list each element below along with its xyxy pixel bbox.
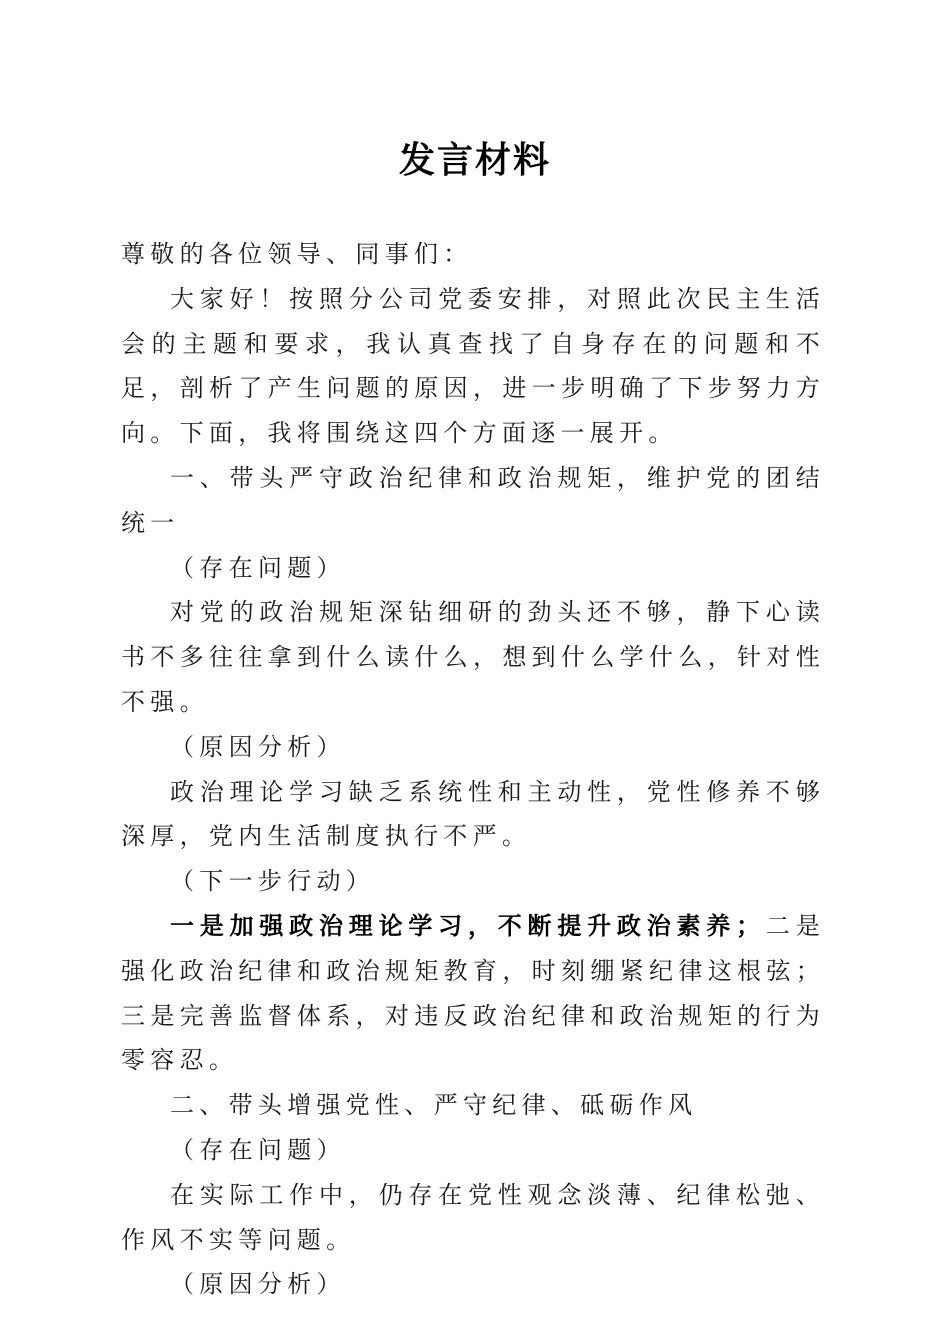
section-1-action-text: 二是强化政治纪律和政治规矩教育，时刻绷紧纪律这根弦；三是完善监督体系，对违反政治纪律和政治规矩的行为零容忍。 (121, 911, 825, 1075)
section-2-problem-text: 在实际工作中，仍存在党性观念淡薄、纪律松弛、作风不实等问题。 (121, 1180, 825, 1254)
section-1-heading: 一、带头严守政治纪律和政治规矩，维护党的团结统一 (121, 463, 825, 537)
intro-paragraph: 大家好！按照分公司党委安排，对照此次民主生活会的主题和要求，我认真查找了自身存在的问题和不足，剖析了产生问题的原因，进一步明确了下步努力方向。下面，我将围绕这四个方面逐一展开。 (121, 284, 825, 448)
section-1-problem-label: （存在问题） (170, 553, 346, 582)
document-body (121, 232, 825, 1307)
section-2-heading: 二、带头增强党性、严守纪律、砥砺作风 (170, 1091, 698, 1120)
section-1-cause-label: （原因分析） (170, 732, 346, 761)
section-1-action-emphasis: 一是加强政治理论学习，不断提升政治素养； (170, 910, 766, 940)
document-title: 发言材料 (398, 139, 551, 181)
section-1-action-paragraph (121, 904, 825, 1083)
section-2-problem-label: （存在问题） (170, 1135, 346, 1164)
section-1-action-label: （下一步行动） (170, 867, 376, 896)
salutation: 尊敬的各位领导、同事们： (121, 240, 473, 268)
section-1-cause-text: 政治理论学习缺乏系统性和主动性，党性修养不够深厚，党内生活制度执行不严。 (121, 777, 825, 851)
section-2-cause-label: （原因分析） (170, 1270, 346, 1299)
section-1-problem-text: 对党的政治规矩深钻细研的劲头还不够，静下心读书不多往往拿到什么读什么，想到什么学什么，针对性不强。 (121, 598, 825, 716)
